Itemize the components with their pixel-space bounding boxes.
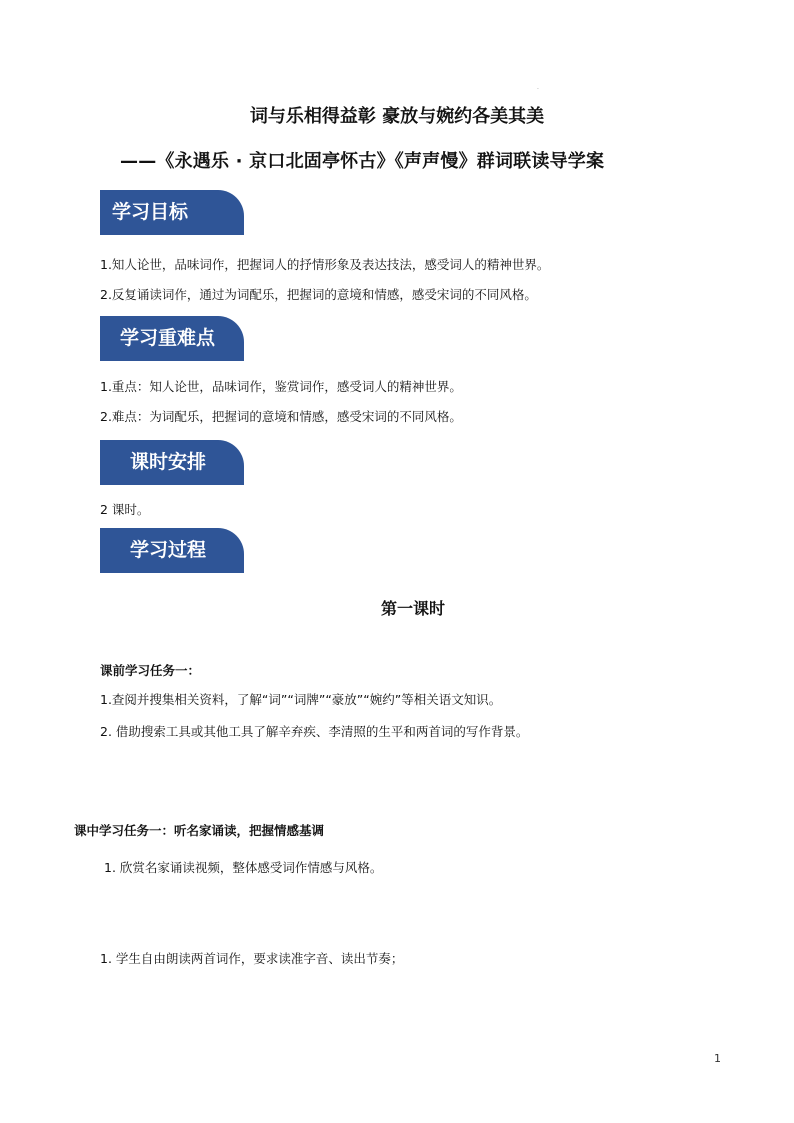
schedule-text: 2 课时。	[100, 502, 150, 517]
lesson-title: 第一课时	[380, 599, 445, 618]
section-tab-keypoints: 学习重难点	[100, 316, 244, 361]
keypoint-item-1: 1.重点：知人论世，品味词作，鉴赏词作，感受词人的精神世界。	[100, 379, 462, 394]
in-task-title: 课中学习任务一：听名家诵读，把握情感基调	[74, 823, 325, 838]
page-number: 1	[714, 1052, 721, 1065]
pre-task-item-1: 1.查阅并搜集相关资料，了解“词”“词牌”“豪放”“婉约”等相关语文知识。	[100, 692, 502, 707]
goal-item-1: 1.知人论世，品味词作，把握词人的抒情形象及表达技法，感受词人的精神世界。	[100, 257, 550, 272]
page-title: 词与乐相得益彰 豪放与婉约各美其美	[249, 106, 545, 127]
keypoint-item-2: 2.难点：为词配乐，把握词的意境和情感，感受宋词的不同风格。	[100, 409, 462, 424]
pre-task-item-2: 2. 借助搜索工具或其他工具了解辛弃疾、李清照的生平和两首词的写作背景。	[100, 724, 529, 739]
section-tab-schedule: 课时安排	[100, 440, 244, 485]
page-subtitle: ——《永遇乐 · 京口北固亭怀古》《声声慢》群词联读导学案	[120, 151, 605, 172]
pre-task-title: 课前学习任务一：	[100, 663, 201, 678]
section-tab-process: 学习过程	[100, 528, 244, 573]
in-task-item-1: 1. 欣赏名家诵读视频，整体感受词作情感与风格。	[104, 860, 383, 875]
section-tab-goals: 学习目标	[100, 190, 244, 235]
scan-mark: .	[537, 84, 539, 91]
in-task-item-2: 1. 学生自由朗读两首词作，要求读准字音、读出节奏；	[100, 951, 404, 966]
goal-item-2: 2.反复诵读词作，通过为词配乐，把握词的意境和情感，感受宋词的不同风格。	[100, 287, 537, 302]
